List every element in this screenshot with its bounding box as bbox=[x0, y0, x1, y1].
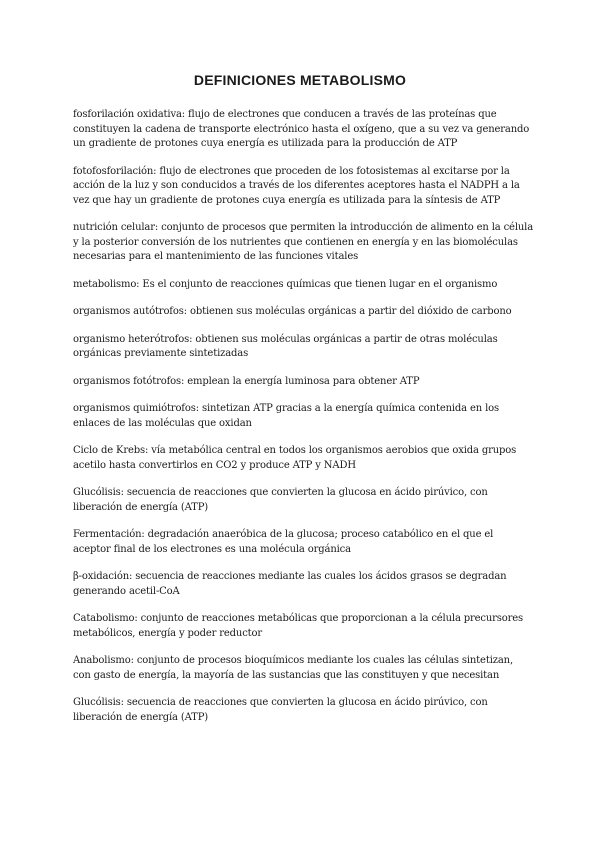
definition-metabolismo: metabolismo: Es el conjunto de reacciones químicas que tienen lugar en el organismo bbox=[73, 278, 498, 290]
definition-organismos-fototrofos: organismos fotótrofos: emplean la energía luminosa para obtener ATP bbox=[73, 375, 420, 387]
definition-glucolisis-repeat: Glucólisis: secuencia de reacciones que convierten la glucosa en ácido pirúvico, con liberación de energía (ATP) bbox=[73, 697, 488, 723]
definition-ciclo-de-krebs: Ciclo de Krebs: vía metabólica central en todos los organismos aerobios que oxida grupos acetilo hasta convertirlos en CO2 y produce ATP y NADH bbox=[73, 445, 517, 471]
definition-fermentacion: Fermentación: degradación anaeróbica de la glucosa; proceso catabólico en el que el aceptor final de los electrones es una molécula orgánica bbox=[73, 529, 494, 555]
definition-fosforilacion-oxidativa: fosforilación oxidativa: flujo de electrones que conducen a través de las proteínas que constituyen la cadena de transporte electrónico hasta el oxígeno, que a su vez va generando un gradiente de protones cuya energía es utilizada para la producción de ATP bbox=[73, 109, 530, 149]
definition-catabolismo: Catabolismo: conjunto de reacciones metabólicas que proporcionan a la célula precursores metabólicos, energía y poder reductor bbox=[73, 613, 524, 639]
definitions-list bbox=[73, 108, 533, 738]
definition-fotofosforilacion: fotofosforilación: flujo de electrones que proceden de los fotosistemas al excitarse por la acción de la luz y son conducidos a través de los diferentes aceptores hasta el NADPH a la vez que hay un gradiente de protones cuya energía es utilizada para la síntesis de ATP bbox=[73, 165, 520, 206]
definition-organismo-heterotrofos: organismo heterótrofos: obtienen sus moléculas orgánicas a partir de otras moléculas orgánicas previamente sintetizadas bbox=[73, 333, 498, 359]
definition-organismos-autotrofos: organismos autótrofos: obtienen sus moléculas orgánicas a partir del dióxido de carbono bbox=[73, 306, 512, 317]
definition-organismos-quimiotrofos: organismos quimiótrofos: sintetizan ATP gracias a la energía química contenida en los enlaces de las moléculas que oxidan bbox=[73, 403, 500, 429]
definition-nutricion-celular: nutrición celular: conjunto de procesos que permiten la introducción de alimento en la célula y la posterior conversión de los nutrientes que contienen en energía y en las biomoléculas necesarias para el mantenimiento de las funciones vitales bbox=[73, 222, 534, 262]
definition-glucolisis: Glucólisis: secuencia de reacciones que convierten la glucosa en ácido pirúvico, con liberación de energía (ATP) bbox=[73, 487, 488, 513]
definition-beta-oxidacion: β-oxidación: secuencia de reacciones mediante las cuales los ácidos grasos se degradan generando acetil-CoA bbox=[73, 571, 507, 597]
definition-anabolismo: Anabolismo: conjunto de procesos bioquímicos mediante los cuales las células sintetizan, con gasto de energía, la mayoría de las sustancias que las constituyen y que necesitan bbox=[73, 655, 513, 681]
document-title: DEFINICIONES METABOLISMO bbox=[193, 72, 407, 88]
